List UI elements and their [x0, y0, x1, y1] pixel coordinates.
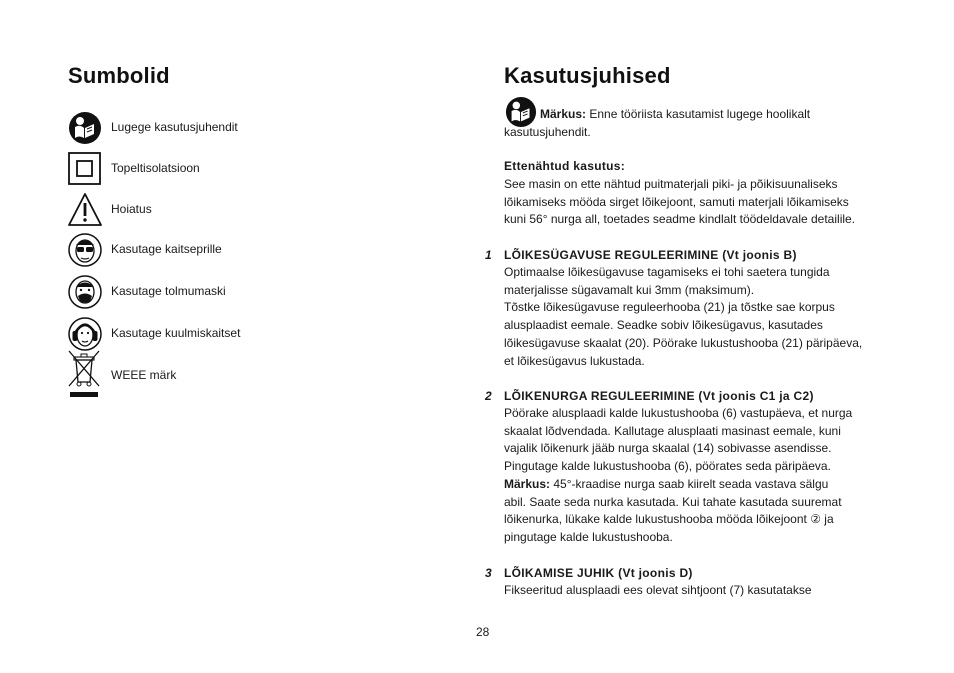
- symbol-row-manual: [68, 111, 408, 147]
- intended-use-text: [504, 176, 855, 229]
- text-line: et lõikesügavus lukustada.: [504, 353, 645, 368]
- text-line: pingutage kalde lukustushooba.: [504, 529, 673, 544]
- text-span: ja: [820, 512, 834, 527]
- ear-protection-icon: [68, 317, 102, 351]
- section-number: 2: [485, 389, 492, 403]
- note-line-1: [540, 106, 810, 124]
- text-line: lõikamiseks mööda sirget lõikejoont, samuti materjali lõikamiseks: [504, 194, 849, 209]
- symbol-row-double-insulation: [68, 152, 408, 188]
- symbol-label: Kasutage tolmumaski: [111, 284, 226, 298]
- circled-two-icon: ②: [810, 512, 821, 527]
- section-body-angle: [504, 405, 852, 547]
- note-line-2: kasutusjuhendit.: [504, 125, 591, 139]
- symbol-label: Kasutage kaitseprille: [111, 242, 222, 256]
- intended-use-title: Ettenähtud kasutus:: [504, 159, 626, 173]
- symbol-row-dust-mask: [68, 275, 408, 311]
- weee-bin-icon: [68, 350, 100, 398]
- text-span: lõikenurka, lükake kalde lukustushooba mööda lõikejoont: [504, 512, 811, 527]
- text-line: Optimaalse lõikesügavuse tagamiseks ei tohi saetera tungida: [504, 265, 830, 279]
- symbol-row-safety-glasses: [68, 233, 408, 269]
- note-label: Märkus:: [540, 107, 587, 121]
- text-line: [504, 511, 852, 529]
- section-title-angle: LÕIKENURGA REGULEERIMINE (Vt joonis C1 ja C2): [504, 389, 814, 403]
- symbols-title: Sumbolid: [68, 63, 170, 88]
- note-text: 45°-kraadise nurga saab kiirelt seada vastava sälgu: [550, 476, 829, 491]
- text-line: vajalik lõikenurk jääb nurga skaalal (14) sobivasse asendisse.: [504, 441, 832, 456]
- text-line: Pingutage kalde lukustushooba (6), pöörates seda päripäeva.: [504, 459, 831, 474]
- text-line: kuni 56° nurga all, toetades seadme kindlalt töödeldavale detailile.: [504, 212, 856, 227]
- page-number: 28: [476, 625, 490, 639]
- instructions-title: Kasutusjuhised: [504, 63, 671, 88]
- text-line: See masin on ette nähtud puitmaterjali piki- ja põikisuunaliseks: [504, 177, 838, 191]
- text-line: skaalat lõdvendada. Kallutage alusplaati masinast eemale, kuni: [504, 423, 841, 438]
- symbol-row-weee: [68, 350, 408, 400]
- symbol-label: WEEE märk: [111, 368, 177, 382]
- symbol-label: Topeltisolatsioon: [111, 161, 200, 175]
- text-line: [504, 476, 852, 494]
- section-number: 3: [485, 566, 492, 580]
- text-line: materjalisse sügavamalt kui 3mm (maksimum).: [504, 282, 755, 297]
- text-line: Pöörake alusplaadi kalde lukustushooba (6) vastupäeva, et nurga: [504, 406, 853, 420]
- symbol-label: Hoiatus: [111, 202, 152, 216]
- safety-glasses-icon: [68, 233, 102, 267]
- section-body-depth: [504, 264, 862, 370]
- section-number: 1: [485, 248, 492, 262]
- symbol-label: Kasutage kuulmiskaitset: [111, 326, 241, 340]
- warning-triangle-icon: [68, 193, 102, 227]
- note-label: Märkus:: [504, 476, 551, 491]
- symbol-row-warning: [68, 193, 408, 229]
- symbol-label: Lugege kasutusjuhendit: [111, 120, 238, 134]
- double-insulation-icon: [68, 152, 102, 186]
- manual-read-icon: [68, 111, 102, 145]
- section-title-guide: LÕIKAMISE JUHIK (Vt joonis D): [504, 566, 693, 580]
- text-line: Fikseeritud alusplaadi ees olevat sihtjoont (7) kasutatakse: [504, 583, 812, 597]
- text-line: lõikesügavuse skaalat (20). Pöörake lukustushooba (21) päripäeva,: [504, 335, 863, 350]
- text-line: abil. Saate seda nurka kasutada. Kui tahate kasutada suuremat: [504, 494, 842, 509]
- text-line: Tõstke lõikesügavuse reguleerhooba (21) ja tõstke sae korpus: [504, 300, 835, 315]
- note-text: Enne tööriista kasutamist lugege hoolikalt: [586, 107, 811, 121]
- symbol-row-ear-protection: [68, 317, 408, 353]
- section-body-guide: [504, 582, 812, 600]
- section-title-depth: LÕIKESÜGAVUSE REGULEERIMINE (Vt joonis B): [504, 248, 797, 262]
- text-line: alusplaadist eemale. Seadke sobiv lõikesügavus, kasutades: [504, 318, 823, 333]
- dust-mask-icon: [68, 275, 102, 309]
